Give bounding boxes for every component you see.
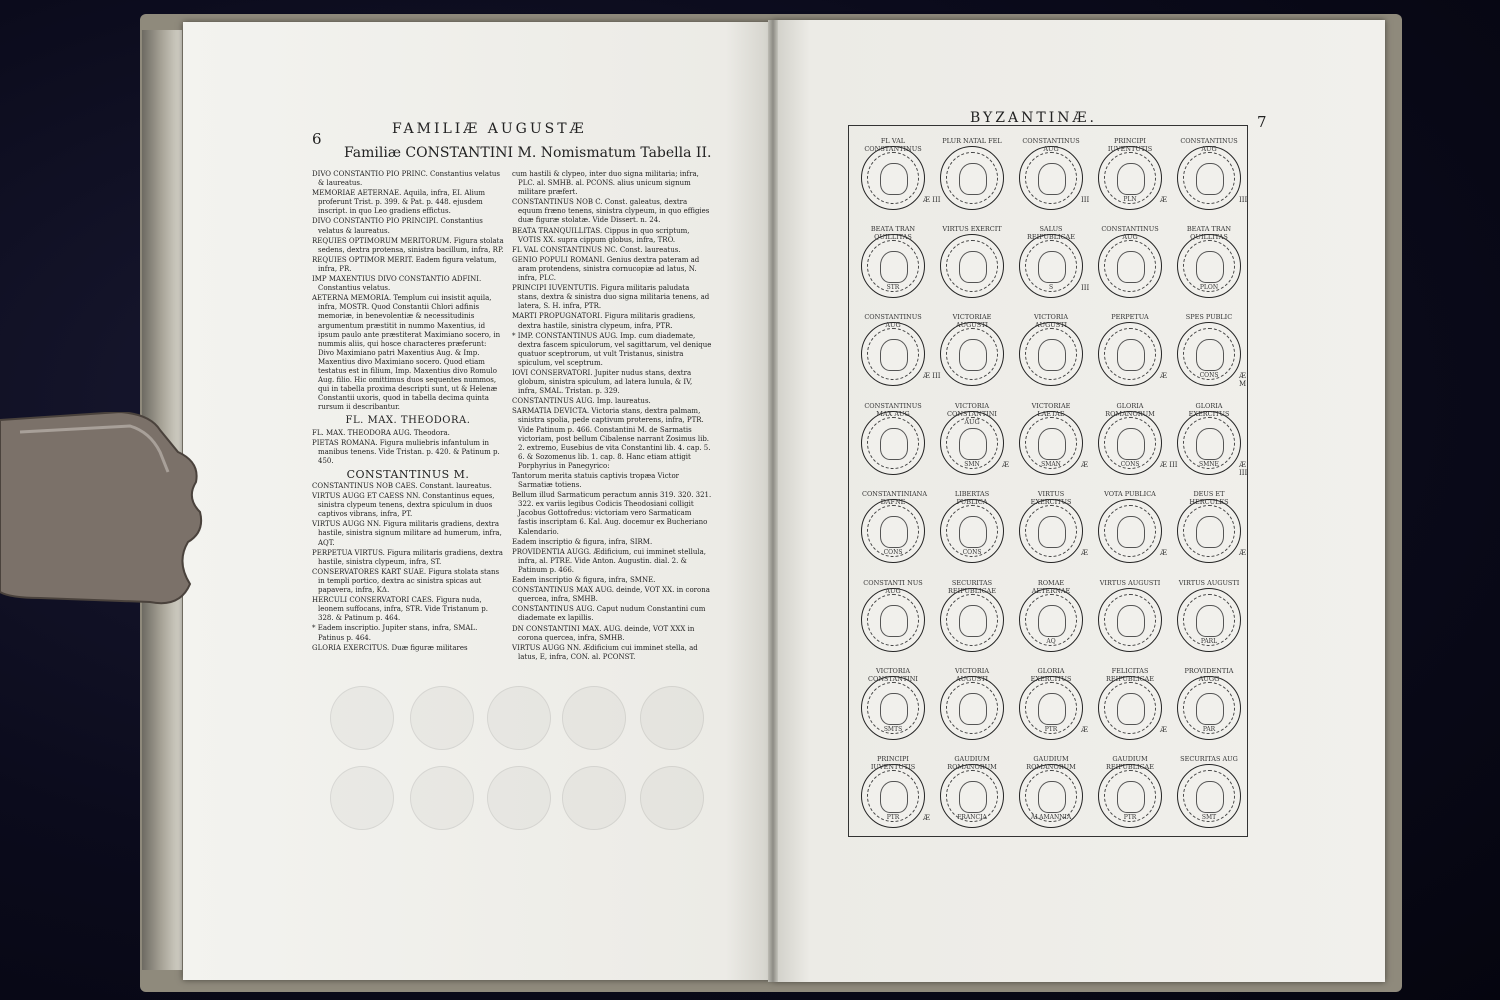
coin-exergue: PAR [1202,726,1216,733]
metal-mark: Æ [923,814,931,822]
coin-legend: VIRTUS AUGUSTI [1099,579,1161,587]
entry-paragraph: GLORIA EXERCITUS. Duæ figuræ militares [312,643,468,652]
entry-paragraph: REQUIES OPTIMORUM MERITORUM. Figura stolata sedens, dextra protensa, sinistra bacillum, infra, RP. [312,236,504,254]
metal-mark: Æ III [923,196,941,204]
coin [1098,313,1162,386]
entry-paragraph: DIVO CONSTANTIO PIO PRINCIPI. Constantius velatus & laureatus. [312,217,483,235]
coin [940,137,1004,210]
entry-paragraph: * IMP. CONSTANTINUS AUG. Imp. cum diademate, dextra fascem spiculorum, vel sagittarum, vel denique quatuor sceptrorum, ut vult Tristanus, sinistra spiculum, vel sceptrum. [512,331,712,367]
coin [861,313,925,386]
coin [940,755,1004,828]
entry-paragraph: VIRTUS AUGG NN. Figura militaris gradiens, dextra hastile, sinistra signum militare ad humerum, infra, AQT. [312,520,502,547]
entry-paragraph: GENIO POPULI ROMANI. Genius dextra pateram ad aram protendens, sinistra cornucopiæ ad latus, N. infra, PLC. [512,255,700,283]
entry-paragraph: CONSERVATORES KART SUAE. Figura stolata stans in templi portico, dextra ac sinistra spicas aut papavera, infra, KΔ. [312,567,500,595]
metal-mark: Æ [1081,461,1089,469]
coin [1177,579,1241,652]
entry-paragraph: Tantorum merita statuis captivis tropæa Victor Sarmatiæ totiens. [512,472,680,490]
entry-paragraph: CONSTANTINUS NOB C. Const. galeatus, dextra equum fræno tenens, sinistra clypeum, in quo effigies duæ figuræ stolatæ. Vide Dissert. n. 24. [512,198,710,225]
coin-exergue: SMAN [1041,461,1061,468]
metal-mark: III [1239,196,1248,204]
coin-exergue: PTR [1123,814,1137,821]
coin [861,755,925,828]
coin-legend: CONSTANTINIANA DAFNE [862,490,928,506]
coin-legend: CONSTANTINUS AUG [1180,137,1238,153]
coin [861,137,925,210]
coin [861,225,925,298]
entry-paragraph: PERPETUA VIRTUS. Figura militaris gradiens, dextra hastile, sinistra clypeum, infra, ST. [312,548,503,566]
coin [1177,313,1241,386]
coin [1098,402,1162,475]
coin [1019,137,1083,210]
entry-paragraph: FL. MAX. THEODORA AUG. Theodora. [312,428,450,437]
entry-paragraph: CONSTANTINUS MAX AUG. deinde, VOT XX. in corona quercea, infra, SMHB. [512,586,710,604]
coin [861,402,925,475]
coin [1019,667,1083,740]
book-gutter [768,20,778,982]
coin [861,667,925,740]
coin-legend: VICTORIA CONSTANTINI AUG [947,402,997,426]
coin-legend: CONSTANTI NUS AUG [863,579,923,595]
entry-paragraph: CONSTANTINUS AUG. Caput nudum Constantini cum diademate ex lapillis. [512,605,706,623]
coin [1177,402,1241,475]
coin-legend: SALUS REIPUBLICAE [1026,225,1076,241]
metal-mark: Æ [1160,549,1168,557]
table-caption: Familiæ CONSTANTINI M. Nomismatum Tabella II. [344,145,712,161]
coin-exergue: SMNE [1199,461,1219,468]
coin [1098,225,1162,298]
entry-paragraph: DIVO CONSTANTIO PIO PRINC. Constantius velatus & laureatus. [312,170,500,188]
coin [1019,313,1083,386]
coin [940,667,1004,740]
entry-paragraph: PRINCIPI IUVENTUTIS. Figura militaris paludata stans, dextra & sinistra duo signa militaria tenens, ad latera, S. H. infra, PTR. [512,284,710,311]
coin-exergue: PTR [1044,726,1058,733]
coin [1098,490,1162,563]
coin-legend: PRINCIPI IUVENTUTIS [870,755,916,771]
coin-legend: PLUR NATAL FEL [942,137,1002,145]
metal-mark: III [1081,196,1090,204]
coin [861,579,925,652]
theodora-heading: FL. MAX. THEODORA. [345,415,471,427]
metal-mark: Æ III [923,372,941,380]
coin [940,402,1004,475]
coin-legend: BEATA TRAN QUILLITAS [1186,225,1232,241]
coin-legend: LIBERTAS PUBLICA [954,490,990,506]
entry-paragraph: FL VAL CONSTANTINUS NC. Const. laureatus. [512,245,681,254]
entry-paragraph: CONSTANTINUS NOB CAES. Constant. laureatus. [312,482,492,490]
coin-legend: GAUDIUM ROMANORUM [947,755,997,771]
right-page-number: 7 [1257,113,1267,131]
coin-exergue: ALAMANNIA [1030,814,1072,821]
entry-paragraph: PROVIDENTIA AUGG. Ædificium, cui imminet stellula, infra, al. PTRE. Vide Anton. Augustin. dial. 2. & Patinum p. 466. [512,547,706,574]
coin [1098,667,1162,740]
entry-paragraph: SARMATIA DEVICTA. Victoria stans, dextra palmam, sinistra spolia, pede captivum proterens, infra, PTR. Vide Patinum p. 466. Constantini M. de Sarmatis victoriam, post bellum Cibalense narrant Zosimus lib. 2. extremo, Eusebius de vita Constantini lib. 4. cap. 5. 6. & Sozomenus lib. 1. cap. 8. Hanc etiam attigit Porphyrius in Panegyrico: [512,407,711,470]
metal-mark: III [1081,284,1090,292]
coin [861,490,928,563]
entry-paragraph: * Eadem inscriptio. Jupiter stans, infra, SMAL. Patinus p. 464. [312,624,478,642]
coin-legend: VICTORIA AUGUSTI [954,667,990,683]
metal-mark: Æ [1160,372,1168,380]
coin [940,490,1004,563]
metal-mark: Æ M [1239,372,1247,388]
coin [1177,490,1241,563]
coin [1019,225,1083,298]
coin-exergue: STR [886,284,900,291]
left-column-2 [512,170,712,663]
coin-exergue: PTR [886,814,900,821]
coin-legend: VICTORIAE LAETAE [1031,402,1071,418]
metal-mark: Æ III [1239,461,1248,477]
entry-paragraph: CONSTANTINUS AUG. Imp. laureatus. [512,397,651,406]
entry-paragraph: Eadem inscriptio & figura, infra, SIRM. [512,537,653,546]
coin [1098,579,1162,652]
coin-legend: SECURITAS REIPUBLICAE [947,579,997,595]
coin [1177,667,1241,740]
entry-paragraph: HERCULI CONSERVATORI CAES. Figura nuda, leonem suffocans, infra, STR. Vide Tristanum p. 328. & Patinum p. 464. [312,596,488,623]
entry-paragraph: IMP MAXENTIUS DIVO CONSTANTIO ADFINI. Constantius velatus. [312,275,482,293]
coin-legend: CONSTANTINUS AUG [1022,137,1080,153]
coin [940,579,1004,652]
coin-plate [848,125,1248,837]
entry-paragraph: MEMORIAE AETERNAE. Aquila, infra, EI. Alium proferunt Trist. p. 399. & Pat. p. 448. ejusdem inscript. in quo Leo gradiens effictus. [312,189,486,216]
entry-paragraph: DN CONSTANTINI MAX. AUG. deinde, VOT XXX in corona quercea, infra, SMHB. [512,624,695,642]
coin-exergue: SMN [964,461,980,468]
coin-legend: CONSTANTINUS MAX AUG [864,402,922,418]
metal-mark: Æ [1081,549,1089,557]
coin [1019,402,1083,475]
coin-legend: GAUDIUM ROMANORUM [1026,755,1076,771]
coin-legend: GLORIA EXERCITUS [1030,667,1072,683]
right-running-head: BYZANTINÆ. [970,110,1097,126]
constantinus-heading: CONSTANTINUS M. [346,467,470,481]
entry-paragraph: REQUIES OPTIMOR MERIT. Eadem figura velatum, infra, PR. [312,255,497,273]
metal-mark: Æ [1160,196,1168,204]
coin-exergue: CONS [883,549,903,556]
coin-legend: VIRTUS AUGUSTI [1178,579,1240,587]
coin-legend: VICTORIA CONSTANTINI [868,667,918,683]
metal-mark: Æ [1081,726,1089,734]
coin-legend: FELICITAS REIPUBLICAE [1105,667,1155,683]
coin [1019,579,1083,652]
coin-exergue: CONS [1199,372,1219,379]
entry-paragraph: Bellum illud Sarmaticum peractum annis 319. 320. 321. 322. ex variis legibus Codicis Theodosiani colligit Jacobus Gottofredus: victoriam vero Sarmaticam fastis inscriptam 6. Kal. Aug. docemur ex Bucheriano Kalendario. [512,491,712,536]
coin-exergue: AQ [1046,638,1056,645]
coin-legend: SPES PUBLIC [1185,313,1233,321]
coin-legend: PERPETUA [1111,313,1149,321]
coin-exergue: PARL [1200,638,1218,645]
metal-mark: Æ III [1160,461,1178,469]
entry-paragraph: cum hastili & clypeo, inter duo signa militaria; infra, PLC. al. SMHB. al. PCONS. alius unicum signum militare præfert. [512,170,699,197]
coin-legend: VIRTUS EXERCIT [942,225,1002,233]
coin-exergue: PLON [1199,284,1219,291]
coin [1177,755,1241,828]
coin [1098,137,1162,210]
coin-legend: ROMAE AETERNAE [1031,579,1071,595]
entry-paragraph: Eadem inscriptio & figura, infra, SMNE. [512,576,656,585]
coin-exergue: S [1048,284,1054,291]
coin-legend: GAUDIUM REIPUBLICAE [1105,755,1155,771]
coin-legend: PRINCIPI IUVENTUTIS [1107,137,1153,153]
coin-legend: GLORIA EXERCITUS [1188,402,1230,418]
coin [940,313,1004,386]
left-page-number: 6 [312,130,322,148]
entry-paragraph: AETERNA MEMORIA. Templum cui insistit aquila, infra, MOSTR. Quod Constantii Chlori adfinis memoriæ, in benevolentiæ & necessitudinis argumentum præstitit in nummo Maxentius, id ipsum paulo ante præstiterat Maximiano socero, in nummis aliis, qui hosce characteres præferunt: Divo Maximiano patri Maxentius Aug. & Imp. Maxentius divo Maximiano socero. Quod etiam testatus est in filium, Imp. Maxentius divo Romulo Aug. filio. Hic omittimus duos sequentes nummos, qui in tabella proxima descripti sunt, ut & Helenæ Constantii uxoris, quod in tabella decima quinta rursum ii describantur. [312,294,501,412]
coin-legend: CONSTANTINUS AUG [864,313,922,329]
coin-legend: DEUS ET HERCULES [1189,490,1229,506]
coin [1019,490,1083,563]
entry-paragraph: VIRTUS AUGG NN. Ædificium cui imminet stella, ad latus, E, infra, CON. al. PCONST. [512,643,698,661]
coin-legend: VOTA PUBLICA [1104,490,1156,498]
coin-legend: FL VAL CONSTANTINUS [864,137,922,153]
entry-paragraph: BEATA TRANQUILLITAS. Cippus in quo scriptum, VOTIS XX. supra cippum globus, infra, TRO. [512,226,690,244]
coin-exergue: SMT [1201,814,1217,821]
coin [940,225,1004,298]
entry-paragraph: PIETAS ROMANA. Figura muliebris infantulum in manibus tenens. Vide Tristan. p. 420. & Patinum p. 450. [312,438,500,465]
metal-mark: Æ [1239,549,1247,557]
coin [1019,755,1083,828]
coin-legend: BEATA TRAN QUILLITAS [870,225,916,241]
metal-mark: Æ [1160,726,1168,734]
entry-paragraph: VIRTUS AUGG ET CAESS NN. Constantinus eques, sinistra clypeum tenens, dextra spiculum in duos captivos vibrans, infra, PT. [312,492,495,519]
coin-exergue: CONS [962,549,982,556]
coin-legend: VICTORIA AUGUSTI [1033,313,1069,329]
coin-exergue: PLN [1123,196,1137,203]
coin-exergue: FRANCIA [957,814,987,821]
coin [1177,225,1241,298]
coin [1098,755,1162,828]
coin-exergue: CONS [1120,461,1140,468]
left-running-head: FAMILIÆ AUGUSTÆ [392,121,587,137]
metal-mark: Æ [1002,461,1010,469]
entry-paragraph: IOVI CONSERVATORI. Jupiter nudus stans, dextra globum, sinistra spiculum, ad latera lunula, & IV, infra, SMAL. Tristan. p. 329. [512,368,693,396]
metal-clip [0,412,205,612]
coin-legend: GLORIA ROMANORUM [1105,402,1155,418]
coin-legend: VICTORIAE AUGUSTI [952,313,992,329]
coin-legend: SECURITAS AUG [1180,755,1238,763]
coin-legend: CONSTANTINUS AUG [1101,225,1159,241]
left-column-1 [312,170,504,654]
coin-legend: PROVIDENTIA AUGG [1184,667,1234,683]
coin-exergue: SMTS [883,726,903,733]
show-through-coins [322,682,717,832]
coin-legend: VIRTUS EXERCITUS [1030,490,1072,506]
coin [1177,137,1241,210]
entry-paragraph: MARTI PROPUGNATORI. Figura militaris gradiens, dextra hastile, sinistra clypeum, infra, PTR. [512,312,696,330]
